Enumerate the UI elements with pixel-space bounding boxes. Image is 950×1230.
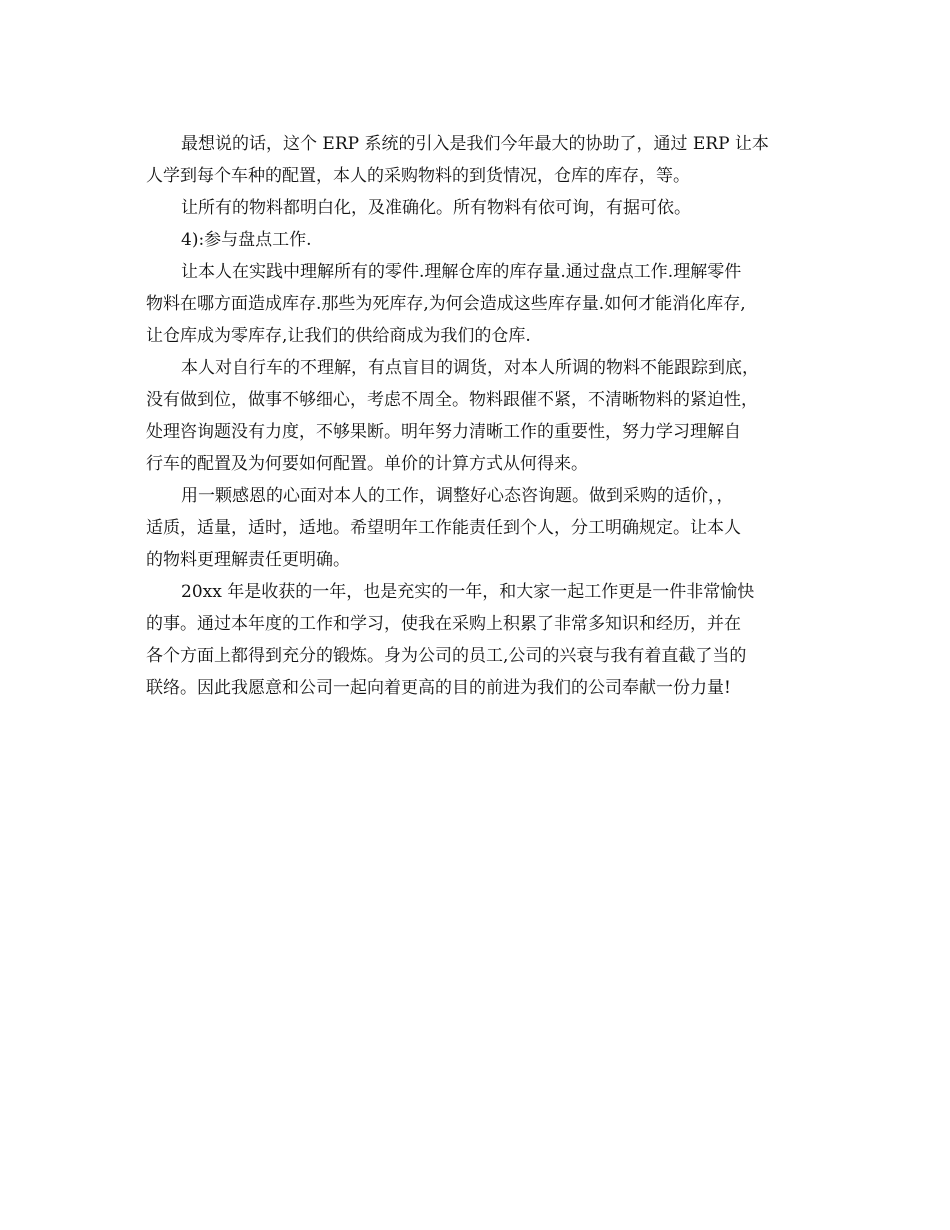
paragraph-1-line-2: 人学到每个车种的配置，本人的采购物料的到货情况，仓库的库存，等。 bbox=[146, 166, 690, 186]
paragraph-3-line-2: 物料在哪方面造成库存.那些为死库存,为何会造成这些库存量.如何才能消化库存, bbox=[146, 294, 746, 314]
paragraph-2-line-1: 让所有的物料都明白化，及准确化。所有物料有依可询，有据可依。 bbox=[181, 198, 691, 218]
paragraph-1-line-1: 最想说的话，这个 ERP 系统的引入是我们今年最大的协助了，通过 ERP 让本 bbox=[181, 134, 769, 154]
paragraph-4-line-3: 处理咨询题没有力度，不够果断。明年努力清晰工作的重要性，努力学习理解自 bbox=[146, 422, 741, 442]
paragraph-6-line-4: 联络。因此我愿意和公司一起向着更高的目的前进为我们的公司奉献一份力量! bbox=[146, 678, 731, 698]
paragraph-5-line-3: 的物料更理解责任更明确。 bbox=[146, 550, 350, 570]
section-heading: 4):参与盘点工作. bbox=[181, 230, 312, 250]
paragraph-6-line-3: 各个方面上都得到充分的锻炼。身为公司的员工,公司的兴衰与我有着直截了当的 bbox=[146, 646, 747, 666]
paragraph-4-line-4: 行车的配置及为何要如何配置。单价的计算方式从何得来。 bbox=[146, 454, 588, 474]
paragraph-6-line-1: 20xx 年是收获的一年，也是充实的一年，和大家一起工作更是一件非常愉快 bbox=[181, 582, 755, 602]
paragraph-5-line-1: 用一颗感恩的心面对本人的工作，调整好心态咨询题。做到采购的适价，， bbox=[181, 486, 734, 506]
paragraph-6-line-2: 的事。通过本年度的工作和学习，使我在采购上积累了非常多知识和经历，并在 bbox=[146, 614, 741, 634]
paragraph-4-line-2: 没有做到位，做事不够细心，考虑不周全。物料跟催不紧，不清晰物料的紧迫性， bbox=[146, 390, 758, 410]
paragraph-4-line-1: 本人对自行车的不理解，有点盲目的调货，对本人所调的物料不能跟踪到底， bbox=[181, 358, 759, 378]
document-body bbox=[146, 128, 812, 704]
paragraph-3-line-1: 让本人在实践中理解所有的零件.理解仓库的库存量.通过盘点工作.理解零件 bbox=[181, 262, 742, 282]
paragraph-3-line-3: 让仓库成为零库存,让我们的供给商成为我们的仓库. bbox=[146, 326, 531, 346]
paragraph-5-line-2: 适质，适量，适时，适地。希望明年工作能责任到个人，分工明确规定。让本人 bbox=[146, 518, 741, 538]
